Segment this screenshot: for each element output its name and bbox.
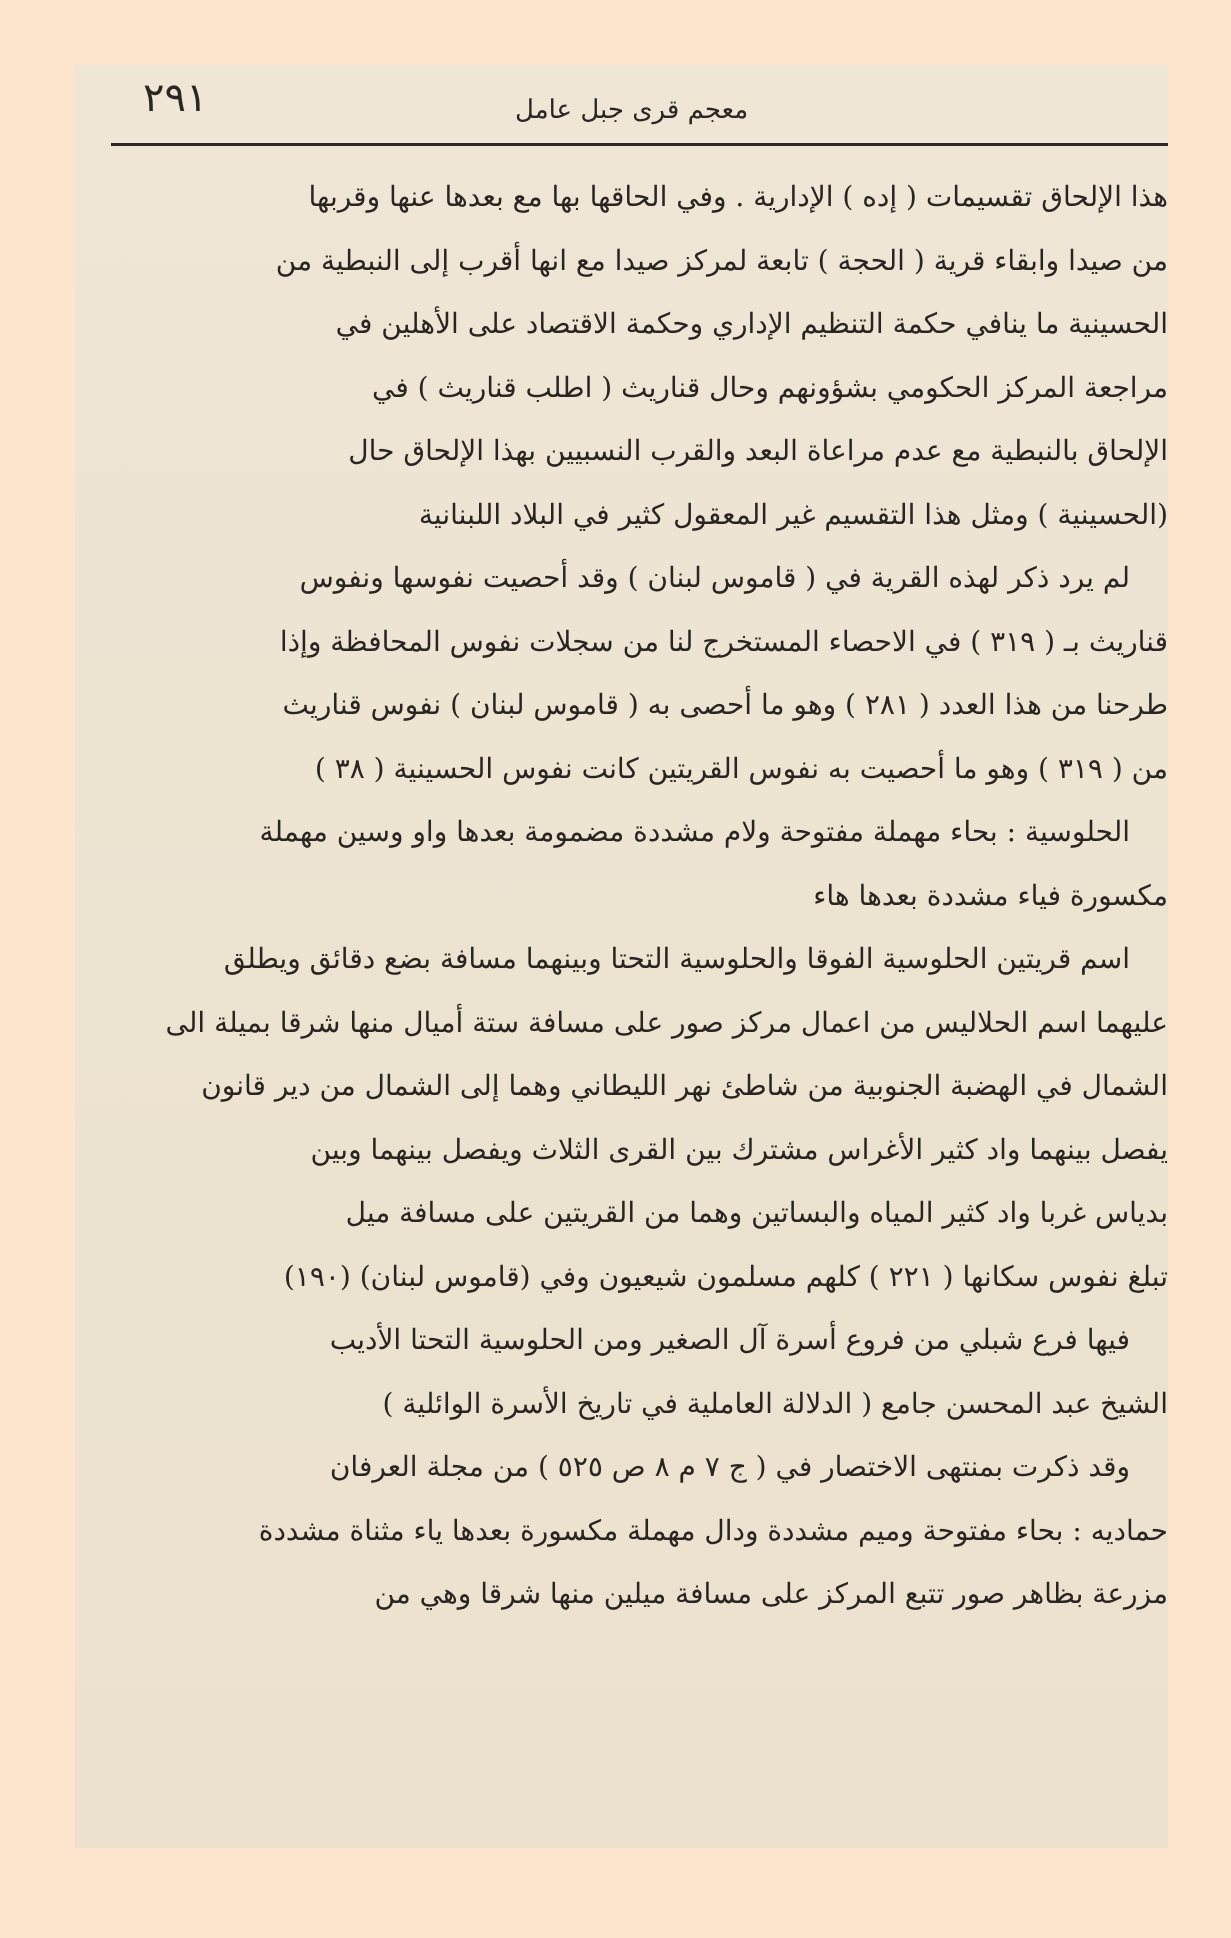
header-rule <box>111 143 1168 146</box>
text-line: (الحسينية ) ومثل هذا التقسيم غير المعقول كثير في البلاد اللبنانية <box>418 497 1168 531</box>
text-line: الشيخ عبد المحسن جامع ( الدلالة العاملية في تاريخ الأسرة الوائلية ) <box>382 1386 1168 1420</box>
text-line: اسم قريتين الحلوسية الفوقا والحلوسية التحتا وبينهما مسافة بضع دقائق ويطلق <box>223 942 1130 975</box>
text-line: من ( ٣١٩ ) وهو ما أحصيت به نفوس القريتين كانت نفوس الحسينية ( ٣٨ ) <box>314 751 1168 785</box>
text-line: يفصل بينهما واد كثير الأغراس مشترك بين القرى الثلاث ويفصل بينهما وبين <box>310 1132 1168 1166</box>
text-line: من صيدا وابقاء قرية ( الحجة ) تابعة لمركز صيدا مع انها أقرب إلى النبطية من <box>275 243 1168 277</box>
text-line: الإلحاق بالنبطية مع عدم مراعاة البعد والقرب النسبيين بهذا الإلحاق حال <box>348 434 1168 467</box>
text-line: وقد ذكرت بمنتهى الاختصار في ( ج ٧ م ٨ ص ٥٢٥ ) من مجلة العرفان <box>329 1450 1130 1483</box>
text-line: هذا الإلحاق تقسيمات ( إده ) الإدارية . وفي الحاقها بها مع بعدها عنها وقربها <box>308 180 1168 213</box>
text-line: مكسورة فياء مشددة بعدها هاء <box>813 878 1168 912</box>
text-line: بدياس غربا واد كثير المياه والبساتين وهما من القريتين على مسافة ميل <box>345 1196 1168 1229</box>
text-line: فيها فرع شبلي من فروع أسرة آل الصغير ومن الحلوسية التحتا الأديب <box>329 1323 1130 1356</box>
text-line: طرحنا من هذا العدد ( ٢٨١ ) وهو ما أحصى به ( قاموس لبنان ) نفوس قناريث <box>282 688 1168 721</box>
book-page <box>75 65 1168 1848</box>
text-line: الشمال في الهضبة الجنوبية من شاطئ نهر الليطاني وهما إلى الشمال من دير قانون <box>201 1069 1168 1102</box>
text-line: قناريث بـ ( ٣١٩ ) في الاحصاء المستخرج لنا من سجلات نفوس المحافظة وإذا <box>279 624 1168 658</box>
running-title: معجم قرى جبل عامل <box>515 95 749 125</box>
text-line: الحسينية ما ينافي حكمة التنظيم الإداري وحكمة الاقتصاد على الأهلين في <box>335 307 1168 340</box>
page-number: ٢٩١ <box>143 75 208 121</box>
entry-heading-line: الحلوسية : بحاء مهملة مفتوحة ولام مشددة مضمومة بعدها واو وسين مهملة <box>259 815 1130 848</box>
text-line: لم يرد ذكر لهذه القرية في ( قاموس لبنان ) وقد أحصيت نفوسها ونفوس <box>299 561 1130 594</box>
text-line: تبلغ نفوس سكانها ( ٢٢١ ) كلهم مسلمون شيعيون وفي (قاموس لبنان) (١٩٠) <box>283 1259 1168 1293</box>
entry-heading-line: حماديه : بحاء مفتوحة وميم مشددة ودال مهملة مكسورة بعدها ياء مثناة مشددة <box>258 1513 1168 1547</box>
text-line: مزرعة بظاهر صور تتبع المركز على مسافة ميلين منها شرقا وهي من <box>374 1577 1168 1610</box>
body-text <box>75 165 1168 1626</box>
text-line: مراجعة المركز الحكومي بشؤونهم وحال قناريث ( اطلب قناريث ) في <box>372 370 1168 404</box>
page-header <box>75 65 1168 145</box>
text-line: عليهما اسم الحلاليس من اعمال مركز صور على مسافة ستة أميال منها شرقا بميلة الى <box>165 1005 1168 1039</box>
